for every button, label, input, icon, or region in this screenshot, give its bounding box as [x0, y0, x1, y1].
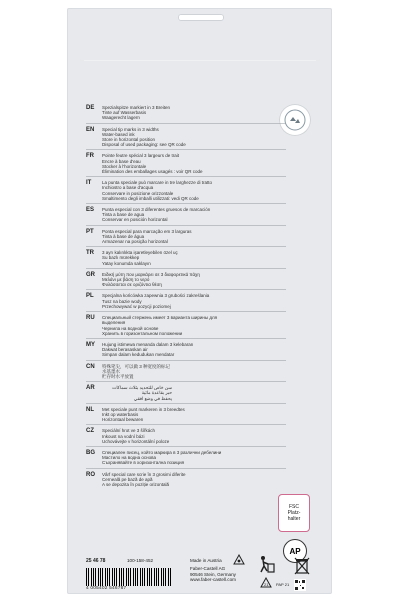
instruction-line: سن خاص للتحديد بثلاث سماكات	[112, 385, 172, 391]
entry-es	[86, 207, 286, 223]
instruction-line: выделения	[102, 320, 126, 326]
entry-pl	[86, 293, 286, 309]
entry-cz	[86, 428, 286, 444]
instruction-line: Inkoust na vodní bázi	[102, 433, 145, 439]
language-code: FR	[86, 153, 94, 160]
instruction-line: Pointe feutre spécial 3 largeurs de trait	[102, 153, 180, 159]
entry-it	[86, 180, 286, 201]
divider	[86, 381, 286, 382]
instruction-text	[102, 472, 286, 488]
instruction-line: Encre à base d'eau	[102, 158, 141, 164]
instruction-line: Conservar en posición horizontal	[102, 217, 168, 223]
instruction-text	[102, 385, 286, 401]
language-code: TR	[86, 250, 94, 257]
divider	[86, 289, 286, 290]
instruction-text	[102, 364, 286, 380]
instruction-line: Tinta a base de agua	[102, 212, 145, 218]
entry-ar	[86, 385, 286, 401]
instruction-line: Smaltimento degli imballi utilizzati: vedi QR code	[102, 195, 199, 201]
divider	[86, 311, 286, 312]
instruction-text	[102, 105, 286, 121]
instruction-line: Специальный стержень имеет 3 варианта ширины для	[102, 315, 218, 321]
divider	[86, 268, 286, 269]
tidyman-icon	[255, 553, 277, 575]
entry-nl	[86, 407, 286, 423]
language-code: BG	[86, 449, 95, 456]
instruction-line: Disposal of used packaging: see QR code	[102, 142, 186, 148]
instruction-line: 贮存时水平放置	[102, 373, 134, 379]
qr-code-icon	[293, 578, 307, 592]
instruction-line: Conservare in posizione orizzontale	[102, 190, 174, 196]
divider	[86, 203, 286, 204]
pap-label: PAP 21	[276, 582, 290, 587]
language-code: RU	[86, 315, 95, 322]
instruction-text	[102, 229, 286, 245]
language-code: PL	[86, 293, 94, 300]
divider	[86, 360, 286, 361]
multilingual-instructions	[86, 105, 286, 487]
divider	[86, 403, 286, 404]
ap-seal-icon: AP	[283, 539, 307, 563]
entry-my	[86, 342, 286, 358]
instruction-line: Inkt op waterbasis	[102, 411, 139, 417]
mobius-loop-icon	[232, 553, 246, 569]
entry-pt	[86, 229, 286, 245]
divider	[86, 225, 286, 226]
entry-en	[86, 127, 286, 148]
instruction-line: Ειδική μύτη που μαρκάρει σε 3 διαφορετικά πάχη	[102, 271, 200, 277]
instruction-text	[102, 315, 286, 336]
instruction-text	[102, 207, 286, 223]
entry-cn	[86, 364, 286, 380]
entry-ro	[86, 472, 286, 488]
divider	[86, 176, 286, 177]
reference-number: 100-158-452	[127, 558, 154, 563]
language-code: CZ	[86, 428, 94, 435]
divider	[86, 149, 286, 150]
article-number: 25 46 78	[86, 558, 106, 564]
hang-tab-hole	[178, 14, 224, 21]
instruction-line: Speciální hrot ve 3 šířkách	[102, 428, 156, 434]
instruction-line: Специален писец, който маркира в 3 различни дебелини	[102, 449, 222, 455]
entry-gr	[86, 272, 286, 288]
divider	[86, 246, 286, 247]
divider	[86, 424, 286, 425]
instruction-line: Tinta à base de água	[102, 233, 145, 239]
instruction-line: حبر بقاعدة مائية	[141, 390, 172, 396]
instruction-line: Simpan dalam kedudukan mendatar	[102, 352, 175, 358]
language-code: GR	[86, 271, 95, 278]
language-code: AR	[86, 385, 95, 392]
instruction-line: Armazenar na posição horizontal	[102, 239, 168, 245]
instruction-line: Specjalna końcówka zapewnia 3 grubości zakreślania	[102, 293, 210, 299]
instruction-line: 3 ayrı kalınlıkta işaretleyebilen özel uç	[102, 250, 178, 256]
language-code: PT	[86, 228, 94, 235]
language-code: DE	[86, 105, 95, 111]
instruction-line: Water-based ink	[102, 131, 135, 137]
instruction-line: Чернила на водной основе	[102, 325, 159, 331]
language-code: NL	[86, 406, 94, 413]
instruction-text	[102, 127, 286, 148]
entry-tr	[86, 250, 286, 266]
instruction-line: يحفظ في وضع أفقي	[133, 395, 172, 401]
instruction-line: Store in horizontal position	[102, 137, 156, 143]
entry-bg	[86, 450, 286, 466]
instruction-line: 水基墨水	[102, 368, 120, 374]
instruction-text	[102, 428, 286, 444]
instruction-line: Съхранявайте в хоризонтална позиция	[102, 460, 185, 466]
instruction-line: A se depozita în poziție orizontală	[102, 481, 170, 487]
instruction-line: Spezialspitze markiert in 3 Breiten	[102, 105, 171, 110]
divider	[86, 468, 286, 469]
language-code: MY	[86, 341, 95, 348]
instruction-line: Su bazlı mürekkep	[102, 255, 140, 261]
divider	[86, 338, 286, 339]
instruction-line: Waagerecht lagern	[102, 115, 140, 121]
instruction-line: Horizontaal bewaren	[102, 417, 144, 423]
entry-de	[86, 105, 286, 121]
divider	[86, 446, 286, 447]
language-code: RO	[86, 471, 95, 478]
instruction-text	[102, 180, 286, 201]
instruction-line: Met speciale punt markeren in 3 breedtes	[102, 406, 185, 412]
instruction-text	[102, 407, 286, 423]
instruction-line: Tinte auf Wasserbasis	[102, 110, 147, 116]
instruction-line: Хранить в горизонтальном положении	[102, 330, 183, 336]
instruction-line: Élimination des emballages usagés : voir QR code	[102, 169, 203, 175]
instruction-line: Uchovávejte v horizontální poloze	[102, 438, 170, 444]
language-code: IT	[86, 180, 92, 187]
fsc-placeholder-badge: FSC Platz- halter	[278, 494, 310, 532]
instruction-line: Tusz na bazie wody	[102, 298, 142, 304]
instruction-line: Special tip marks in 3 widths	[102, 126, 159, 132]
instruction-line: 特殊笔尖，可以做 3 种宽度的标记	[102, 363, 171, 369]
instruction-line: Yatay konumda saklayın	[102, 260, 151, 266]
instruction-line: Мастило на водна основа	[102, 455, 156, 461]
crossed-bin-icon	[293, 555, 311, 577]
instruction-line: Vârf special care scrie în 3 grosimi diferite	[102, 471, 186, 477]
instruction-line: Stocker à l'horizontale	[102, 163, 147, 169]
instruction-line: Μελάνι με βάση το νερό	[102, 277, 150, 283]
instruction-text	[102, 250, 286, 266]
instruction-line: Hujung istimewa menanda dalam 3 kelebaran	[102, 341, 194, 347]
entry-ru	[86, 315, 286, 336]
svg-text:21: 21	[264, 582, 269, 587]
language-code: EN	[86, 126, 95, 133]
instruction-line: Przechowywać w pozycji poziomej	[102, 303, 171, 309]
divider	[84, 60, 316, 61]
instruction-line: Ponta especial para marcação em 3 larguras	[102, 228, 192, 234]
instruction-line: Punta especial con 3 diferentes gruesos de marcación	[102, 207, 211, 213]
instruction-text	[102, 342, 286, 358]
divider	[86, 123, 286, 124]
instruction-line: Φυλάσσεται σε οριζόντια θέση	[102, 282, 162, 288]
instruction-line: Dakwat berasaskan air	[102, 347, 148, 353]
language-code: ES	[86, 207, 95, 214]
triangle-recycle-icon	[259, 576, 273, 590]
barcode-number: 4 005402 546787	[86, 586, 127, 591]
instruction-text	[102, 153, 286, 174]
language-code: CN	[86, 363, 95, 370]
entry-fr	[86, 153, 286, 174]
instruction-line: Cerneală pe bază de apă	[102, 476, 153, 482]
instruction-text	[102, 293, 286, 309]
manufacturer-info: Made in Austria Faber-Castell AG 90546 Stein, Germany www.faber-castell.com	[190, 558, 236, 583]
instruction-text	[102, 450, 286, 466]
instruction-text	[102, 272, 286, 288]
instruction-line: La punta speciale può marcare in tre larghezze di tratto	[102, 180, 213, 186]
instruction-line: Inchiostro a base d'acqua	[102, 185, 154, 191]
barcode	[86, 568, 171, 586]
